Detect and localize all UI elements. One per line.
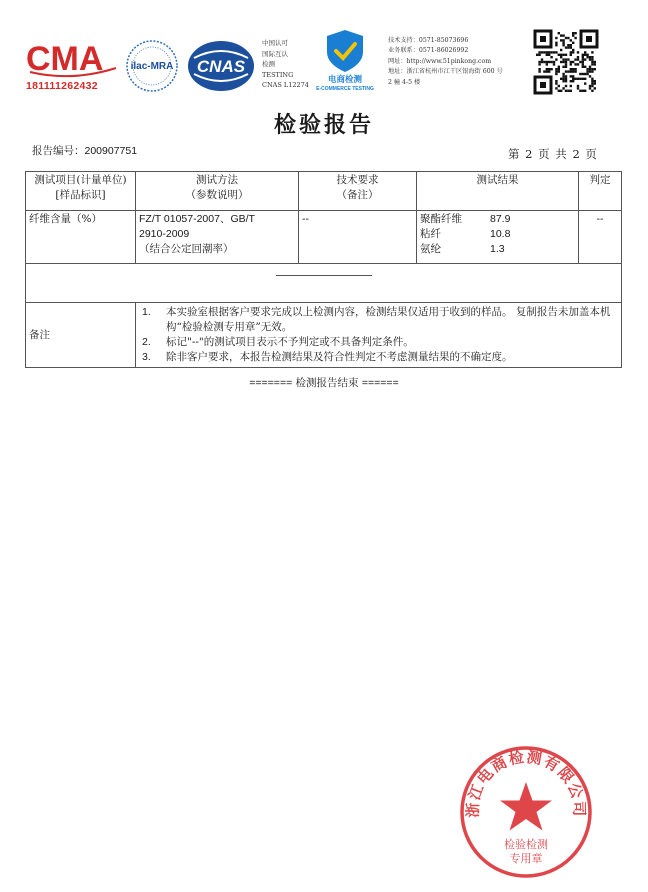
notes-label: 备注: [26, 303, 136, 368]
contact-line: 技术支持：0571-85073696: [388, 37, 469, 44]
header-judgement: 判定: [579, 172, 622, 211]
separator-line: [276, 275, 372, 276]
row-judgement: --: [579, 211, 622, 264]
qr-code: [533, 29, 599, 95]
cma-logo-text: CMA: [26, 40, 104, 78]
report-number-label: 报告编号：: [32, 145, 85, 157]
page-indicator: 第 2 页 共 2 页: [508, 147, 598, 161]
ecom-logo-cn: 电商检测: [327, 75, 363, 85]
table-header-row: [26, 172, 622, 211]
seal-star-icon: [500, 782, 552, 831]
cert-line: CNAS L12274: [262, 81, 309, 90]
header-method: 测试方法 （参数说明）: [136, 172, 299, 211]
header-requirement: 技术要求 （备注）: [299, 172, 417, 211]
note-item: 1. 本实验室根据客户要求完成以上检测内容，检测结果仅适用于收到的样品。 复制报告未加盖本机构“检验检测专用章”无效。: [142, 306, 611, 333]
row-requirement: --: [299, 211, 417, 264]
result-item: 聚酯纤维 87.9: [420, 213, 511, 225]
cert-line: TESTING: [262, 70, 294, 79]
report-end-marker: ======= 检测报告结束 ======: [249, 377, 399, 389]
official-seal: [458, 744, 594, 880]
result-item: 粘纤 10.8: [420, 228, 511, 240]
ecommerce-testing-logo: [305, 26, 385, 92]
header-item: 测试项目(计量单位) [样品标识]: [26, 172, 136, 211]
cnas-logo-text: CNAS: [196, 57, 246, 76]
cert-line: 检测: [262, 60, 275, 69]
contact-line: 业务联系：0571-86026992: [388, 47, 469, 55]
ilac-logo-text: ilac-MRA: [130, 61, 174, 72]
test-results-table: [25, 171, 622, 368]
contact-line: 2 幢 4-5 楼: [388, 78, 421, 86]
row-item: 纤维含量（%）: [26, 211, 136, 264]
row-results: [417, 211, 579, 264]
note-item: 2. 标记"--"的测试项目表示不予判定或不具备判定条件。: [142, 336, 414, 348]
accreditation-text: [262, 38, 309, 91]
contact-line: 网址：http://www.51pinkong.com: [388, 57, 492, 65]
cma-number: 181111262432: [26, 80, 98, 92]
seal-company-name: 浙江电商检测有限公司: [463, 747, 589, 818]
report-title: 检验报告: [273, 112, 374, 138]
notes-row: [26, 303, 622, 368]
header-result: 测试结果: [417, 172, 579, 211]
row-method: FZ/T 01057-2007、GB/T 2910-2009 （结合公定回潮率）: [136, 211, 299, 264]
note-item: 3. 除非客户要求，本报告检测结果及符合性判定不考虑测量结果的不确定度。: [142, 351, 513, 363]
cert-line: 中国认可: [262, 39, 288, 47]
report-number-value: 200907751: [84, 145, 138, 157]
ecom-logo-en: E-COMMERCE TESTING: [316, 86, 374, 92]
contact-info: [388, 36, 528, 88]
cnas-logo: [186, 38, 256, 94]
cert-line: 国际互认: [262, 49, 288, 58]
contact-line: 地址：浙江省杭州市江干区银海街 600 号: [388, 68, 503, 76]
seal-line1: 检验检测: [504, 838, 548, 851]
report-number: [32, 143, 137, 158]
result-item: 氨纶 1.3: [420, 243, 505, 255]
table-row: [26, 211, 622, 264]
notes-content: [136, 303, 622, 368]
seal-line2: 专用章: [509, 852, 543, 865]
blank-row: [26, 264, 622, 303]
ilac-mra-logo: [123, 38, 181, 94]
